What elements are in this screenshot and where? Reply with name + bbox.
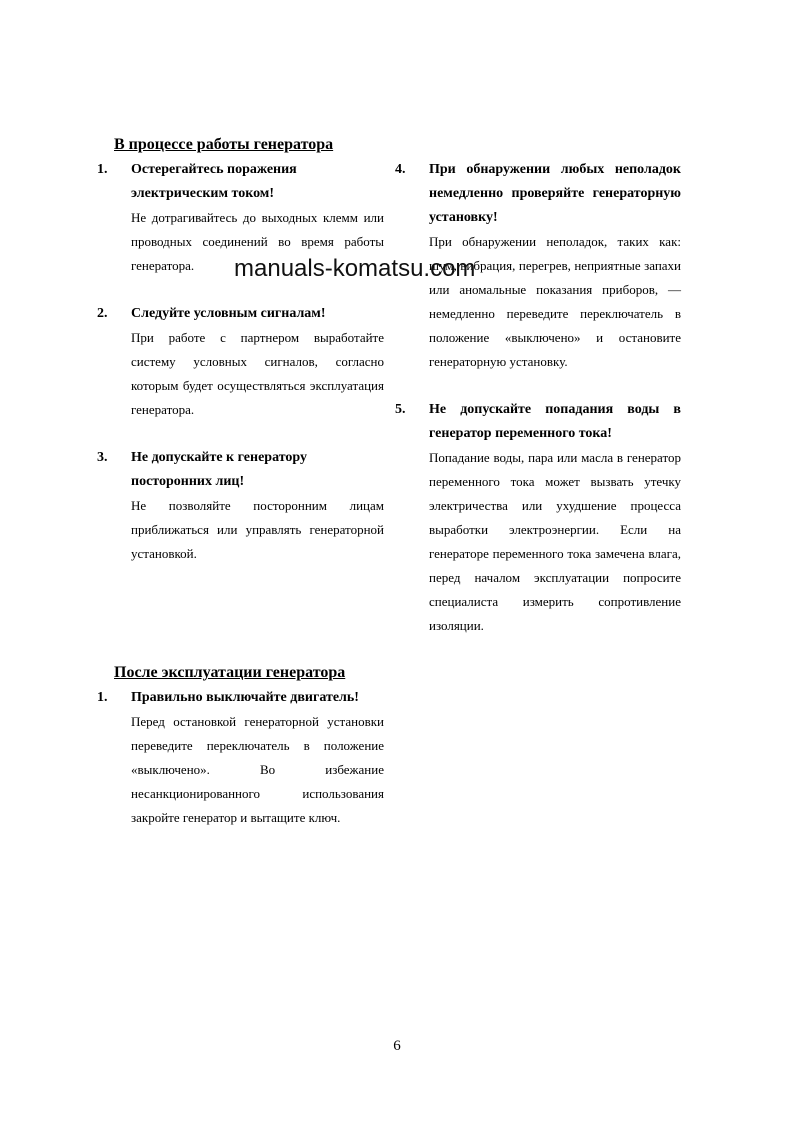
item-body: При работе с партнером выработайте систему условных сигналов, согласно которым будет осуществляться эксплуатация генератора. bbox=[131, 330, 384, 417]
item-number: 2. bbox=[97, 306, 108, 321]
item-number: 5. bbox=[395, 402, 406, 417]
page-number: 6 bbox=[393, 1038, 401, 1054]
item-number: 1. bbox=[97, 690, 108, 705]
section-title-after-operation: После эксплуатации генератора bbox=[114, 664, 346, 681]
item-title: Остерегайтесь поражения электрическим током! bbox=[131, 162, 297, 201]
watermark-text: manuals-komatsu.com bbox=[234, 255, 476, 282]
item-title: Следуйте условным сигналам! bbox=[131, 306, 326, 321]
item-title: Не допускайте к генератору посторонних лиц! bbox=[131, 450, 307, 489]
item-title: Правильно выключайте двигатель! bbox=[131, 690, 359, 705]
item-body: Не позволяйте посторонним лицам приближаться или управлять генераторной установкой. bbox=[131, 498, 384, 561]
item-number: 1. bbox=[97, 162, 108, 177]
list-item bbox=[97, 686, 384, 830]
item-number: 4. bbox=[395, 162, 406, 177]
section-title-during-operation: В процессе работы генератора bbox=[114, 136, 334, 153]
item-body: Попадание воды, пара или масла в генератор переменного тока может вызвать утечку электричества или ухудшение процесса выработки электроэнергии. Если на генераторе переменного тока замечена влага, перед началом эксплуатации попросите специалиста измерить сопротивление изоляции. bbox=[429, 450, 681, 633]
list-item bbox=[97, 446, 384, 566]
item-title: При обнаружении любых неполадок немедленно проверяйте генераторную установку! bbox=[429, 162, 681, 225]
item-body: Перед остановкой генераторной установки переведите переключатель в положение «выключено». Во избежание несанкционированного использования закройте генератор и вытащите ключ. bbox=[131, 714, 384, 825]
item-body: Не дотрагивайтесь до выходных клемм или проводных соединений во время работы генератора. bbox=[131, 210, 384, 273]
item-number: 3. bbox=[97, 450, 108, 465]
item-body: При обнаружении неполадок, таких как: шум, вибрация, перегрев, неприятные запахи или аномальные показания приборов, — немедленно переведите переключатель в положение «выключено» и остановите генераторную установку. bbox=[429, 234, 681, 369]
list-item bbox=[97, 302, 384, 422]
item-title: Не допускайте попадания воды в генератор переменного тока! bbox=[429, 402, 681, 441]
list-item bbox=[395, 398, 681, 638]
